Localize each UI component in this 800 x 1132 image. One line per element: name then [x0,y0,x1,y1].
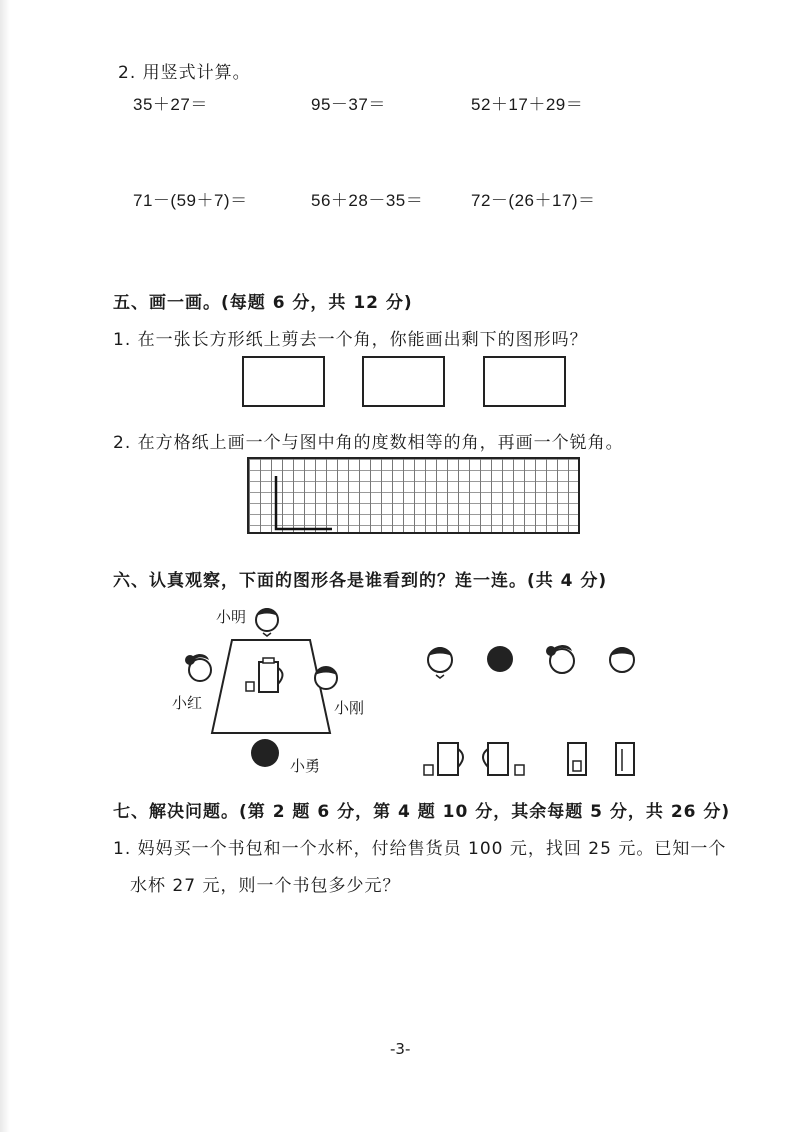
pitcher-view-2-icon [483,743,524,775]
expr-2: 95－37＝ [311,95,386,114]
heads-row [415,635,655,685]
observation-scene [180,598,380,783]
name-left: 小红 [172,694,203,712]
section7-q1-line1: 1. 妈妈买一个书包和一个水杯，付给售货员 100 元，找回 25 元。已知一个 [113,839,727,859]
pitcher-view-4-icon [616,743,634,775]
expr-5: 56＋28－35＝ [311,191,424,210]
rectangle-3 [483,356,566,407]
head-boy-side-icon [610,647,634,672]
boy-right-icon [315,667,337,689]
section5-q1: 1. 在一张长方形纸上剪去一个角，你能画出剩下的图形吗？ [113,330,588,350]
head-back-view-icon [487,646,513,672]
pitcher-view-1-icon [424,743,463,775]
section6-heading: 六、认真观察，下面的图形各是谁看到的？连一连。(共 4 分) [113,571,608,591]
expr-1: 35＋27＝ [133,95,208,114]
name-right: 小刚 [334,699,365,717]
section5-heading: 五、画一画。(每题 6 分，共 12 分) [113,293,413,313]
scan-edge-shadow [0,0,10,1132]
calc-title: 2. 用竖式计算。 [118,63,251,83]
name-bottom: 小勇 [290,757,321,775]
pitcher-view-3-icon [568,743,586,775]
girl-left-icon [185,654,211,681]
expr-6: 72－(26＋17)＝ [471,191,596,210]
section7-heading: 七、解决问题。(第 2 题 6 分，第 4 题 10 分，其余每题 5 分，共 26 分) [113,802,731,822]
rectangle-2 [362,356,445,407]
expr-3: 52＋17＋29＝ [471,95,584,114]
angle-figure [247,457,580,534]
boy-bottom-icon [251,739,279,767]
name-top: 小明 [216,608,247,626]
page-number: -3- [390,1040,411,1058]
expr-4: 71－(59＋7)＝ [133,191,248,210]
head-girl-side-icon [546,645,574,673]
pitchers-row [420,735,650,780]
section7-q1-line2: 水杯 27 元，则一个书包多少元？ [130,876,401,896]
head-front-view-icon [428,647,452,678]
section5-q2: 2. 在方格纸上画一个与图中角的度数相等的角，再画一个锐角。 [113,433,624,453]
rectangle-1 [242,356,325,407]
boy-top-icon [256,608,278,636]
